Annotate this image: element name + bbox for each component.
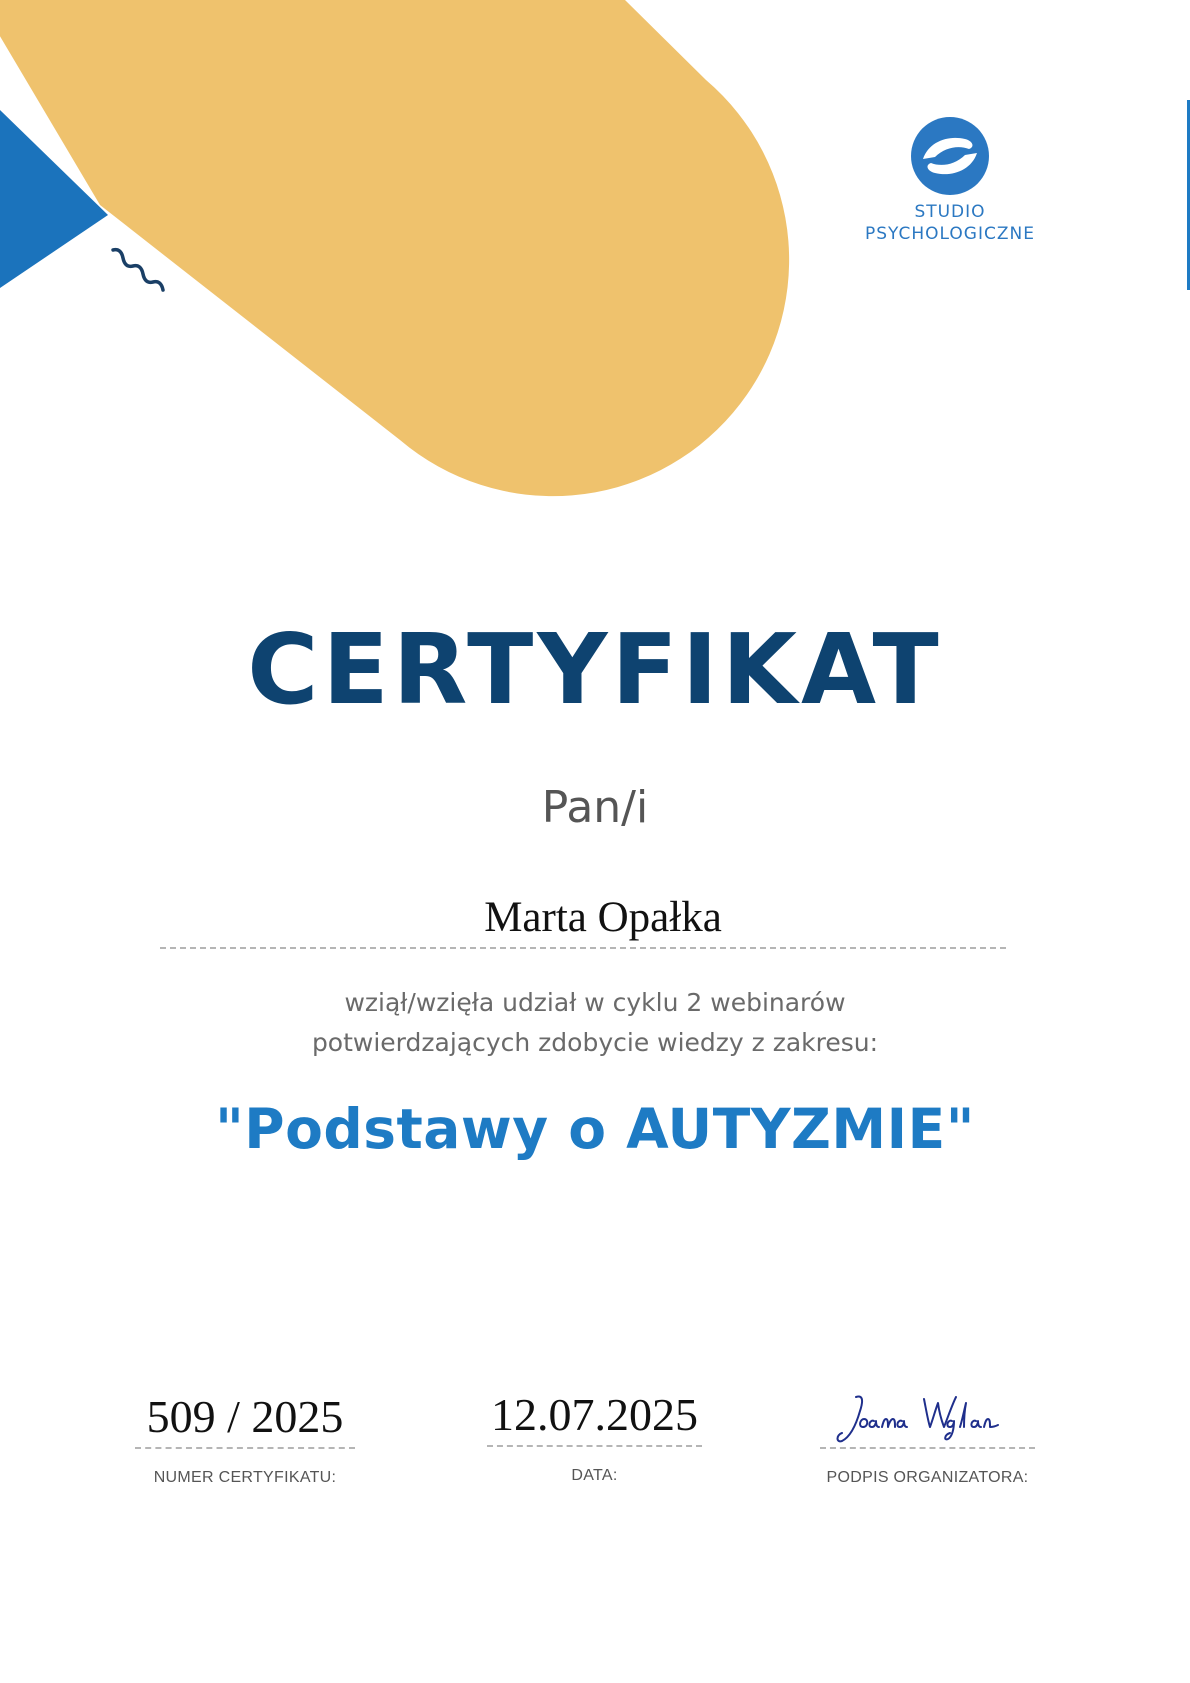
date-field	[487, 1389, 702, 1485]
recipient-name: Marta Opałka	[484, 894, 722, 941]
decorative-background-shapes	[0, 0, 1190, 560]
date-value: 12.07.2025	[491, 1389, 698, 1440]
certificate-number-value: 509 / 2025	[146, 1391, 344, 1442]
studio-logo	[850, 115, 1050, 245]
salutation: Pan/i	[541, 782, 649, 833]
description-line-1: wziął/wzięła udział w cyklu 2 webinarów	[344, 988, 846, 1017]
two-hands-circle-logo-icon	[909, 115, 991, 197]
certificate-description	[0, 983, 1190, 1063]
signature-dashed-line	[820, 1447, 1035, 1449]
certificate-title: CERTYFIKAT	[247, 613, 943, 726]
signature-label: PODPIS ORGANIZATORA:	[826, 1469, 1029, 1486]
logo-line-studio: STUDIO	[914, 202, 986, 222]
certificate-number-field	[135, 1391, 355, 1487]
logo-text	[850, 201, 1050, 245]
logo-line-psychologiczne: PSYCHOLOGICZNE	[865, 224, 1035, 244]
certificate-number-label: NUMER CERTYFIKATU:	[153, 1469, 337, 1486]
course-title: "Podstawy o AUTYZMIE"	[215, 1097, 975, 1161]
yellow-pill-shape	[0, 0, 789, 496]
wavy-line-decoration	[113, 250, 163, 290]
description-line-2: potwierdzających zdobycie wiedzy z zakresu:	[311, 1028, 879, 1057]
date-dashed-line	[487, 1445, 702, 1447]
organizer-signature	[820, 1391, 1035, 1443]
handwritten-signature-image	[828, 1391, 1028, 1447]
recipient-dashed-line	[160, 947, 1006, 949]
certificate-number-dashed-line	[135, 1447, 355, 1449]
signature-field	[820, 1391, 1035, 1487]
date-label: DATA:	[571, 1467, 618, 1484]
